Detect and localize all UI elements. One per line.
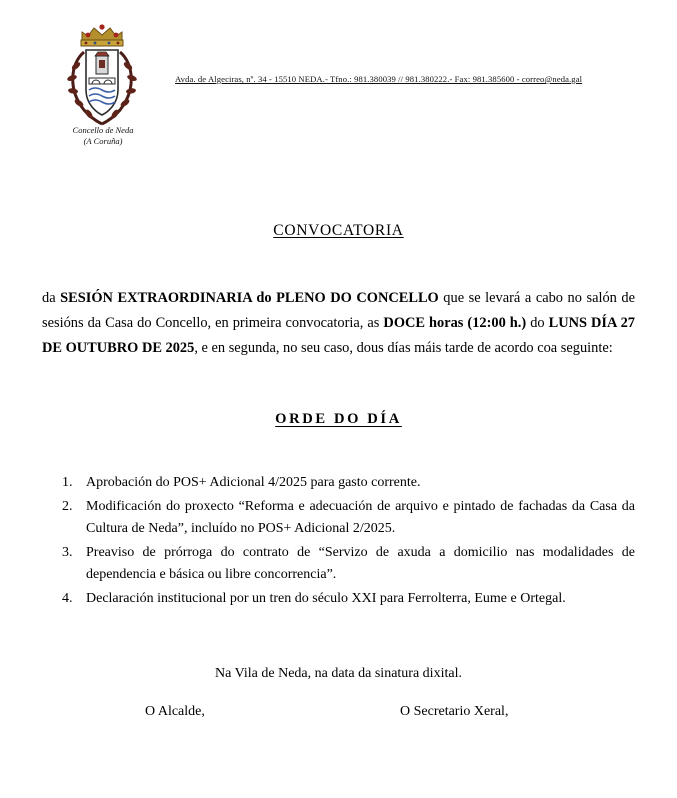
crest-caption <box>55 125 151 147</box>
intro-paragraph <box>42 286 635 361</box>
agenda-item: 2. Modificación do proxecto “Reforma e adecuación de arquivo e pintado de fachadas da Casa da Cultura de Neda”, incluído no POS+ Adicional 2/2025. <box>76 496 635 541</box>
agenda-heading: ORDE DO DÍA <box>275 411 402 427</box>
signature-secretary: O Secretario Xeral, <box>400 704 509 719</box>
page-title: CONVOCATORIA <box>273 222 404 239</box>
intro-text-4: , e en segunda, no seu caso, dous días máis tarde de acordo coa seguinte: <box>194 340 613 356</box>
closing-line: Na Vila de Neda, na data da sinatura dixital. <box>215 666 462 681</box>
signature-block <box>42 704 635 744</box>
document-header <box>0 0 677 160</box>
agenda-item: 3. Preaviso de prórroga do contrato de “Servizo de axuda a domicilio nas modalidades de dependencia e básica ou libre concorrencia”. <box>76 542 635 587</box>
intro-bold-time: DOCE horas (12:00 h.) <box>383 315 527 331</box>
intro-bold-date: LUNS DÍA 27 DE OUTUBRO DE 2025 <box>42 315 636 356</box>
intro-text-1: da <box>42 290 61 306</box>
intro-bold-session: SESIÓN EXTRAORDINARIA do PLENO DO CONCELLO <box>60 290 439 306</box>
intro-text-3: do <box>526 315 549 331</box>
agenda-item: 1. Aprobación do POS+ Adicional 4/2025 para gasto corrente. <box>76 472 635 495</box>
crest-caption-line1: Concello de Neda <box>72 125 134 135</box>
crest-caption-line2: (A Coruña) <box>83 136 123 146</box>
header-address: Avda. de Algeciras, nº. 34 - 15510 NEDA.- Tfno.: 981.380039 // 981.380222.- Fax: 981.385600 - correo@neda.gal <box>175 74 583 84</box>
document-body <box>0 222 677 744</box>
agenda-item: 4. Declaración institucional por un tren do século XXI para Ferrolterra, Eume e Ortegal. <box>76 588 635 611</box>
signature-mayor: O Alcalde, <box>145 704 205 719</box>
agenda-list <box>42 472 635 610</box>
intro-text-2: que se levará a cabo no salón de sesións da Casa do Concello, en primeira convocatoria, as <box>42 290 635 331</box>
